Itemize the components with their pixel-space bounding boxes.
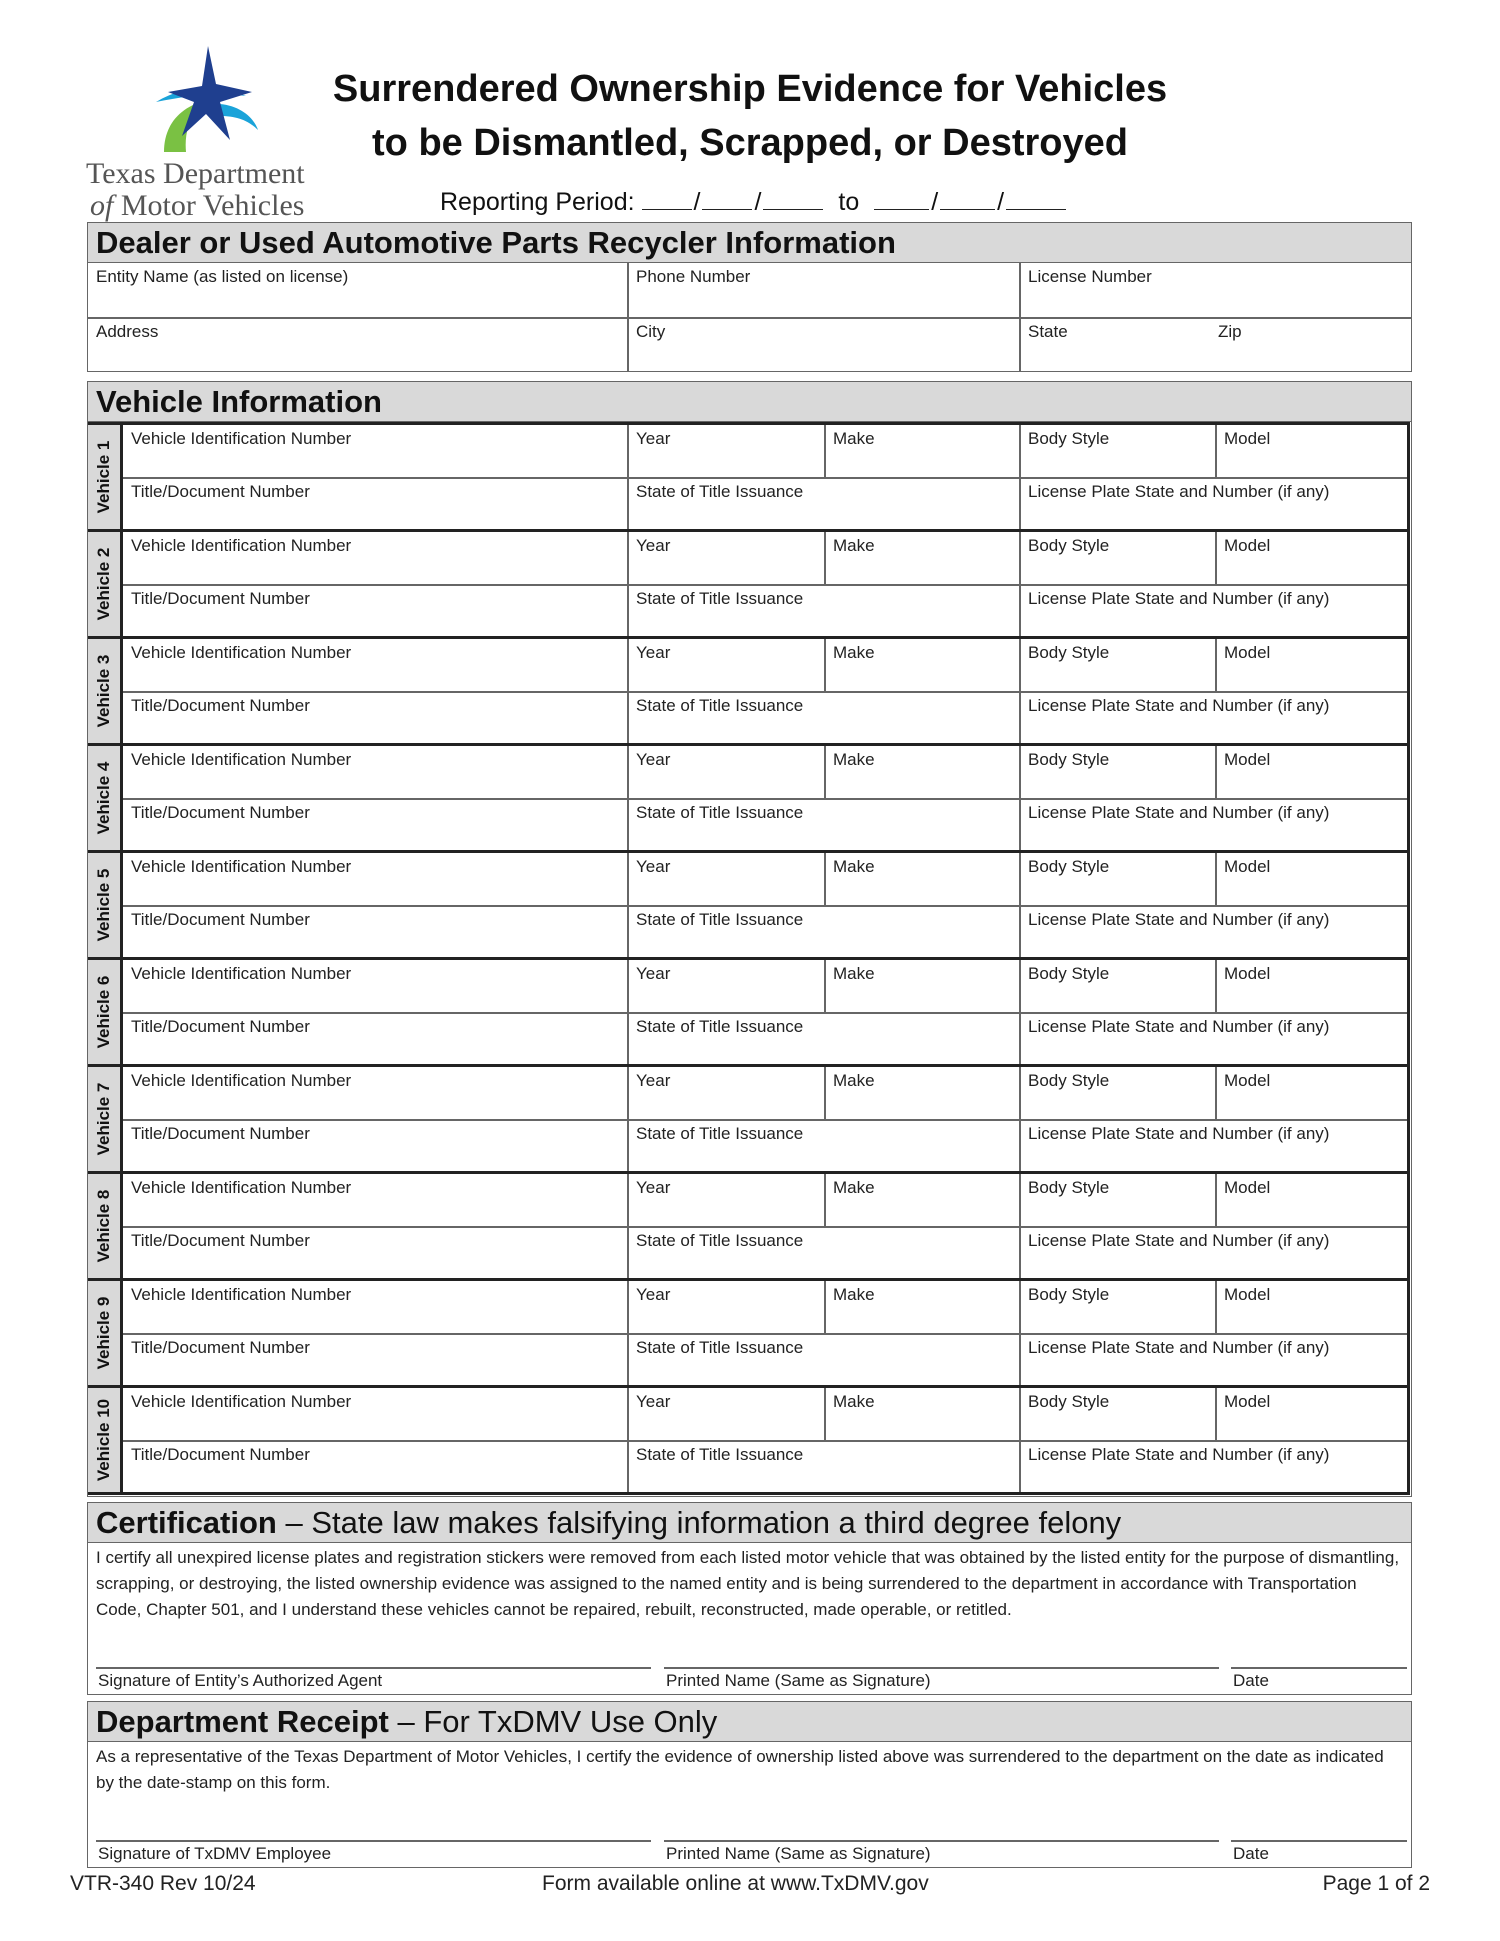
date-slash: /: [754, 188, 762, 216]
make-field[interactable]: Make: [833, 1071, 875, 1090]
dealer-info-heading: Dealer or Used Automotive Parts Recycler Information: [88, 223, 1411, 263]
title-document-number-field[interactable]: Title/Document Number: [131, 1445, 310, 1464]
license-plate-field[interactable]: License Plate State and Number (if any): [1028, 589, 1330, 608]
vehicle-row: [88, 957, 1410, 1064]
body-style-field[interactable]: Body Style: [1028, 964, 1110, 983]
body-style-field[interactable]: Body Style: [1028, 857, 1110, 876]
state-of-title-field[interactable]: State of Title Issuance: [636, 910, 804, 929]
end-month-blank[interactable]: [874, 186, 929, 210]
body-style-field[interactable]: Body Style: [1028, 1071, 1110, 1090]
license-plate-field[interactable]: License Plate State and Number (if any): [1028, 803, 1330, 822]
city-field[interactable]: City: [636, 322, 666, 341]
logo-text-motor-vehicles: Motor Vehicles: [120, 189, 305, 222]
license-plate-field[interactable]: License Plate State and Number (if any): [1028, 1017, 1330, 1036]
license-number-field[interactable]: License Number: [1028, 267, 1152, 286]
title-document-number-field[interactable]: Title/Document Number: [131, 696, 310, 715]
employee-signature-label: Signature of TxDMV Employee: [98, 1844, 332, 1863]
phone-number-field[interactable]: Phone Number: [636, 267, 751, 286]
body-style-field[interactable]: Body Style: [1028, 1392, 1110, 1411]
make-field[interactable]: Make: [833, 536, 875, 555]
agent-signature-line[interactable]: [96, 1667, 651, 1669]
year-field[interactable]: Year: [636, 964, 671, 983]
vehicle-row: [88, 1171, 1410, 1278]
row-right-border: [1407, 1174, 1410, 1278]
employee-signature-line[interactable]: [96, 1840, 651, 1842]
vin-field[interactable]: Vehicle Identification Number: [131, 429, 352, 448]
vehicle-row: [88, 636, 1410, 743]
model-field[interactable]: Model: [1224, 1071, 1271, 1090]
vehicle-label-text: Vehicle 1: [94, 440, 113, 514]
start-year-blank[interactable]: [763, 186, 823, 210]
printed-name-line[interactable]: [664, 1840, 1219, 1842]
vehicle-row: [88, 1064, 1410, 1171]
title-document-number-field[interactable]: Title/Document Number: [131, 589, 310, 608]
model-field[interactable]: Model: [1224, 857, 1271, 876]
logo-text-of: of: [90, 189, 114, 222]
row-right-border: [1407, 532, 1410, 636]
start-day-blank[interactable]: [702, 186, 752, 210]
state-of-title-field[interactable]: State of Title Issuance: [636, 1017, 804, 1036]
make-field[interactable]: Make: [833, 750, 875, 769]
end-year-blank[interactable]: [1006, 186, 1066, 210]
zip-field[interactable]: Zip: [1218, 322, 1242, 341]
vehicle-label-text: Vehicle 4: [94, 761, 113, 835]
model-field[interactable]: Model: [1224, 643, 1271, 662]
license-plate-field[interactable]: License Plate State and Number (if any): [1028, 910, 1330, 929]
vehicle-row-label: [88, 960, 123, 1064]
title-document-number-field[interactable]: Title/Document Number: [131, 1017, 310, 1036]
vehicle-row-label: [88, 1281, 123, 1385]
start-month-blank[interactable]: [642, 186, 692, 210]
make-field[interactable]: Make: [833, 857, 875, 876]
model-field[interactable]: Model: [1224, 750, 1271, 769]
vehicle-label-text: Vehicle 6: [94, 975, 113, 1049]
vin-field[interactable]: Vehicle Identification Number: [131, 1071, 352, 1090]
date-label: Date: [1233, 1671, 1269, 1690]
model-field[interactable]: Model: [1224, 429, 1271, 448]
vehicle-row-label: [88, 639, 123, 743]
title-document-number-field[interactable]: Title/Document Number: [131, 1338, 310, 1357]
state-of-title-field[interactable]: State of Title Issuance: [636, 803, 804, 822]
vin-field[interactable]: Vehicle Identification Number: [131, 1285, 352, 1304]
vehicle-row-label: [88, 1174, 123, 1278]
state-of-title-field[interactable]: State of Title Issuance: [636, 589, 804, 608]
vehicle-row-label: [88, 746, 123, 850]
state-of-title-field[interactable]: State of Title Issuance: [636, 1124, 804, 1143]
document-title-line2: to be Dismantled, Scrapped, or Destroyed: [372, 122, 1128, 164]
body-style-field[interactable]: Body Style: [1028, 1178, 1110, 1197]
document-title-line1: Surrendered Ownership Evidence for Vehicles: [332, 68, 1168, 110]
year-field[interactable]: Year: [636, 1285, 671, 1304]
date-label: Date: [1233, 1844, 1269, 1863]
printed-name-line[interactable]: [664, 1667, 1219, 1669]
certification-text: I certify all unexpired license plates and registration stickers were removed from each listed motor vehicle that was obtained by the listed entity for the purpose of dismantling, scrapping, or destroying, the listed ownership evidence was assigned to the named entity and is being surrendered to the department in accordance with Transportation Code, Chapter 501, and I understand these vehicles cannot be repaired, rebuilt, reconstructed, made operable, or retitled.: [96, 1548, 1400, 1619]
form-id: VTR-340 Rev 10/24: [70, 1872, 256, 1895]
make-field[interactable]: Make: [833, 1285, 875, 1304]
printed-name-label: Printed Name (Same as Signature): [666, 1844, 931, 1863]
state-of-title-field[interactable]: State of Title Issuance: [636, 1338, 804, 1357]
txdmv-star-icon: [146, 44, 266, 154]
row-right-border: [1407, 639, 1410, 743]
title-document-number-field[interactable]: Title/Document Number: [131, 910, 310, 929]
year-field[interactable]: Year: [636, 750, 671, 769]
license-plate-field[interactable]: License Plate State and Number (if any): [1028, 482, 1330, 501]
date-slash: /: [997, 188, 1005, 216]
date-slash: /: [693, 188, 701, 216]
vehicle-row: [88, 1385, 1410, 1492]
state-of-title-field[interactable]: State of Title Issuance: [636, 696, 804, 715]
vehicle-label-text: Vehicle 7: [94, 1082, 113, 1156]
year-field[interactable]: Year: [636, 643, 671, 662]
dealer-info-section: [87, 222, 1412, 372]
title-document-number-field[interactable]: Title/Document Number: [131, 1231, 310, 1250]
vehicle-row: [88, 529, 1410, 636]
reporting-period-label: Reporting Period:: [440, 188, 635, 216]
state-of-title-field[interactable]: State of Title Issuance: [636, 482, 804, 501]
body-style-field[interactable]: Body Style: [1028, 643, 1110, 662]
make-field[interactable]: Make: [833, 964, 875, 983]
form-online-notice: Form available online at www.TxDMV.gov: [542, 1872, 929, 1895]
state-of-title-field[interactable]: State of Title Issuance: [636, 1231, 804, 1250]
state-of-title-field[interactable]: State of Title Issuance: [636, 1445, 804, 1464]
vehicle-label-text: Vehicle 2: [94, 547, 113, 621]
vehicle-info-section: [87, 381, 1412, 1497]
vin-field[interactable]: Vehicle Identification Number: [131, 1392, 352, 1411]
model-field[interactable]: Model: [1224, 1285, 1271, 1304]
department-receipt-text: As a representative of the Texas Department of Motor Vehicles, I certify the evidence of ownership listed above was surrendered to the department on the date as indicated by the date-stamp on this form.: [96, 1747, 1384, 1792]
body-style-field[interactable]: Body Style: [1028, 429, 1110, 448]
department-receipt-heading: Department Receipt – For TxDMV Use Only: [88, 1702, 1411, 1742]
vehicle-row-label: [88, 1388, 123, 1492]
vin-field[interactable]: Vehicle Identification Number: [131, 857, 352, 876]
page-number: Page 1 of 2: [1322, 1872, 1430, 1895]
make-field[interactable]: Make: [833, 643, 875, 662]
date-slash: /: [931, 188, 939, 216]
department-receipt-section: [87, 1701, 1412, 1868]
model-field[interactable]: Model: [1224, 1392, 1271, 1411]
model-field[interactable]: Model: [1224, 1178, 1271, 1197]
agent-signature-label: Signature of Entity’s Authorized Agent: [98, 1671, 383, 1690]
title-document-number-field[interactable]: Title/Document Number: [131, 1124, 310, 1143]
reporting-period-to: to: [838, 188, 860, 216]
title-document-number-field[interactable]: Title/Document Number: [131, 482, 310, 501]
license-plate-field[interactable]: License Plate State and Number (if any): [1028, 1124, 1330, 1143]
title-document-number-field[interactable]: Title/Document Number: [131, 803, 310, 822]
vehicle-label-text: Vehicle 8: [94, 1189, 113, 1263]
year-field[interactable]: Year: [636, 1392, 671, 1411]
row-right-border: [1407, 853, 1410, 957]
state-field[interactable]: State: [1028, 322, 1068, 341]
vehicle-label-text: Vehicle 9: [94, 1296, 113, 1370]
logo-text-line1: Texas Department: [86, 157, 305, 190]
row-right-border: [1407, 1281, 1410, 1385]
make-field[interactable]: Make: [833, 429, 875, 448]
vehicle-label-text: Vehicle 10: [94, 1398, 113, 1482]
vehicle-row: [88, 850, 1410, 957]
reporting-period: [440, 186, 1066, 217]
vin-field[interactable]: Vehicle Identification Number: [131, 750, 352, 769]
vehicle-row-label: [88, 532, 123, 636]
body-style-field[interactable]: Body Style: [1028, 750, 1110, 769]
vin-field[interactable]: Vehicle Identification Number: [131, 643, 352, 662]
vehicle-label-text: Vehicle 5: [94, 868, 113, 942]
vehicle-row: [88, 1278, 1410, 1385]
vin-field[interactable]: Vehicle Identification Number: [131, 1178, 352, 1197]
vin-field[interactable]: Vehicle Identification Number: [131, 964, 352, 983]
license-plate-field[interactable]: License Plate State and Number (if any): [1028, 1338, 1330, 1357]
entity-name-field[interactable]: Entity Name (as listed on license): [96, 267, 349, 286]
date-line[interactable]: [1231, 1667, 1407, 1669]
vehicle-table-bottom-border: [88, 1492, 1410, 1495]
row-right-border: [1407, 960, 1410, 1064]
year-field[interactable]: Year: [636, 536, 671, 555]
make-field[interactable]: Make: [833, 1392, 875, 1411]
address-field[interactable]: Address: [96, 322, 159, 341]
license-plate-field[interactable]: License Plate State and Number (if any): [1028, 1445, 1330, 1464]
row-right-border: [1407, 746, 1410, 850]
license-plate-field[interactable]: License Plate State and Number (if any): [1028, 1231, 1330, 1250]
license-plate-field[interactable]: License Plate State and Number (if any): [1028, 696, 1330, 715]
certification-section: [87, 1502, 1412, 1695]
year-field[interactable]: Year: [636, 857, 671, 876]
row-right-border: [1407, 1388, 1410, 1492]
certification-heading: Certification – State law makes falsifying information a third degree felony: [88, 1503, 1411, 1543]
body-style-field[interactable]: Body Style: [1028, 1285, 1110, 1304]
make-field[interactable]: Make: [833, 1178, 875, 1197]
vehicle-row-label: [88, 425, 123, 529]
vehicle-row-label: [88, 853, 123, 957]
logo-text-line2: [90, 190, 304, 222]
vehicle-label-text: Vehicle 3: [94, 654, 113, 728]
year-field[interactable]: Year: [636, 1178, 671, 1197]
row-right-border: [1407, 425, 1410, 529]
date-line[interactable]: [1231, 1840, 1407, 1842]
vehicle-row-label: [88, 1067, 123, 1171]
vin-field[interactable]: Vehicle Identification Number: [131, 536, 352, 555]
printed-name-label: Printed Name (Same as Signature): [666, 1671, 931, 1690]
row-right-border: [1407, 1067, 1410, 1171]
txdmv-logo: [86, 44, 341, 224]
body-style-field[interactable]: Body Style: [1028, 536, 1110, 555]
vehicle-row: [88, 743, 1410, 850]
model-field[interactable]: Model: [1224, 536, 1271, 555]
vehicle-info-heading: Vehicle Information: [88, 382, 1411, 422]
end-day-blank[interactable]: [940, 186, 995, 210]
year-field[interactable]: Year: [636, 1071, 671, 1090]
year-field[interactable]: Year: [636, 429, 671, 448]
vehicle-row: [88, 422, 1410, 529]
model-field[interactable]: Model: [1224, 964, 1271, 983]
